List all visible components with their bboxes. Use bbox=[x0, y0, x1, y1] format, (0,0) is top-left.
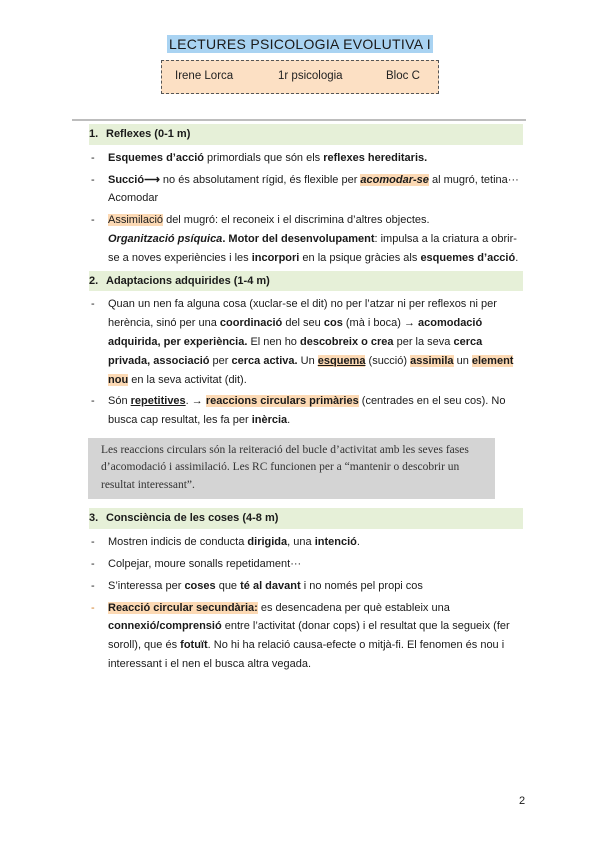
document-body bbox=[91, 124, 527, 677]
header-divider bbox=[72, 119, 526, 121]
list-item: - Succió⟶ no és absolutament rígid, és flexible per acomodar-se al mugró, tetina··· Acomodar bbox=[91, 173, 519, 205]
section-heading-2: 2. Adaptacions adquirides (1-4 m) bbox=[89, 271, 523, 292]
page-number: 2 bbox=[519, 795, 526, 807]
list-item: - Reacció circular secundària: es desencadena per què estableix una connexió/comprensió entre l’activitat (donar cops) i el resultat que la segueix (fer soroll), que és fotuït. No hi ha relació causa-efecte o mitjà-fi. El fenomen és nou i interessant i el nen el busca altra vegada. bbox=[91, 601, 510, 671]
list-item: - Colpejar, moure sonalls repetidament··· bbox=[91, 558, 302, 571]
list-item: - Assimilació del mugró: el reconeix i el discrimina d’altres objectes. Organització psíquica. Motor del desenvolupament: impulsa a la criatura a obrir-se a noves experiències i les incorpori en la psique gràcies als esquemes d’acció. bbox=[91, 214, 519, 264]
arrow-icon: ⟶ bbox=[144, 173, 160, 186]
author-name: Irene Lorca bbox=[175, 70, 234, 82]
author-info-box bbox=[161, 60, 439, 94]
section-heading-1: 1. Reflexes (0-1 m) bbox=[89, 124, 523, 145]
list-item: - Mostren indicis de conducta dirigida, una intenció. bbox=[91, 536, 360, 549]
list-item: - S’interessa per coses que té al davant i no només pel propi cos bbox=[91, 579, 423, 592]
list-item: - Són repetitives. → reaccions circulars primàries (centrades en el seu cos). No busca cap resultat, les fa per inèrcia. bbox=[91, 395, 506, 427]
section-heading-3: 3. Consciència de les coses (4-8 m) bbox=[89, 508, 523, 529]
document-title: LECTURES PSICOLOGIA EVOLUTIVA I bbox=[169, 36, 431, 52]
block-label: Bloc C bbox=[386, 70, 420, 82]
list-item: - Quan un nen fa alguna cosa (xuclar-se el dit) no per l’atzar ni per reflexos ni per herència, sinó per una coordinació del seu cos (mà i boca) → acomodació adquirida, per experiència. El nen ho descobreix o crea per la seva cerca privada, associació per cerca activa. Un esquema (succió) assimila un element nou en la seva activitat (dit). bbox=[91, 298, 514, 386]
list-item: - Esquemes d’acció primordials que són els reflexes hereditaris. bbox=[91, 151, 428, 164]
quote-box: Les reaccions circulars són la reiteració del bucle d’activitat amb les seves fases d’acomodació i assimilació. Les RC funcionen per a “mantenir o descobrir un resultat interessant”. bbox=[88, 438, 495, 500]
course-label: 1r psicologia bbox=[278, 70, 343, 82]
